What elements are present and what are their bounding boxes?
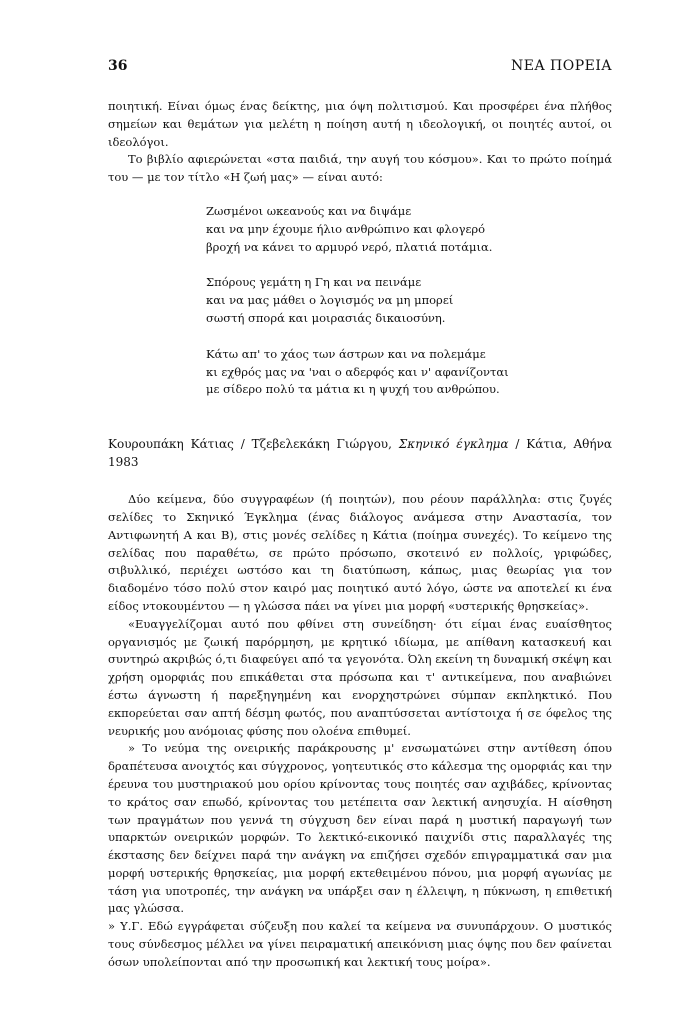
verse-line: με σίδερο πολύ τα μάτια κι η ψυχή του ανθρώπου.: [206, 382, 500, 397]
review-paragraph-1: Δύο κείμενα, δύο συγγραφέων (ή ποιητών), που ρέουν παράλληλα: στις ζυγές σελίδες το Σκηνικό Έγκλημα (ένας διάλογος ανάμεσα στην Αναστασία, τον Αντιφωνητή Α και Β), στις μονές σελίδες η Κάτια (ποίημα συνεχές). Το κείμενο της σελίδας που παραθέτω, σε πρώτο πρόσωπο, σκοτεινό εν πολλοίς, γριφώδες, σιβυλλικό, περιέχει ωστόσο και τη διατύπωση, κάπως, μιας θεωρίας για τον διαδομένο τόσο πολύ στον καιρό μας ποιητικό αυτό λόγο, ώστε να αποτελεί κι ένα είδος ντοκουμέντου — η γλώσσα πάει να γίνει μια μορφή «υστερικής θρησκείας».: [108, 492, 612, 613]
review-quote-paragraph-2: » Το νεύμα της ονειρικής παράκρουσης μ' ενσωματώνει στην αντίθεση όπου δραπέτευσα ανοιχτός και σύγχρονος, γοητευτικός στο κάλεσμα της ομορφιάς και την έρευνα του μυστηριακού μου ορίου κρίνοντας τους ποιητές σαν αχιβάδες, κρίνοντας το κράτος σαν επωδό, κρίνοντας του μετέπειτα σαν λεκτική ανησυχία. Η αίσθηση των πραγμάτων που γεννά τη σύγχυση δεν είναι παρά η μυστική παραγωγή των υπαρκτών ονειρικών μορφών. Το λεκτικό-εικονικό παιχνίδι στις παραλλαγές της έκστασης δεν δείχνει παρά την ανάγκη να επιζήσει σχεδόν επιγραμματικά σαν μια μορφή υστερικής θρησκείας, μια μορφή εκτεθειμένου πόνου, μια μορφή αγωνίας με τάση για υποτροπές, την ανάγκη να υπάρξει σαν η έλλειψη, η πύκνωση, η επιθετική μας γλώσσα.: [108, 741, 612, 916]
verse-line: Ζωσμένοι ωκεανούς και να διψάμε: [206, 203, 412, 218]
poem-stanza-3: [206, 346, 612, 399]
page-content: [108, 98, 612, 972]
verse-line: και να μας μάθει ο λογισμός να μη μπορεί: [206, 293, 454, 308]
poem-stanza-2: [206, 274, 612, 327]
book-publication: / Κάτια, Αθήνα 1983: [108, 437, 612, 470]
page-number: 36: [108, 58, 128, 74]
intro-paragraph-1: ποιητική. Είναι όμως ένας δείκτης, μια όψη πολιτισμού. Και προσφέρει ένα πλήθος σημείων και θεμάτων για μελέτη η ποίηση αυτή η ιδεολογική, οι ποιητές αυτοί, οι ιδεολόγοι.: [108, 99, 612, 149]
book-reference: [108, 435, 612, 471]
book-authors: Κουρουπάκη Κάτιας / Τζεβελεκάκη Γιώργου,: [108, 437, 392, 452]
verse-line: σωστή σπορά και μοιρασιάς δικαιοσύνη.: [206, 310, 446, 325]
review-quote-paragraph-1: «Ευαγγελίζομαι αυτό που φθίνει στη συνείδηση· ότι είμαι ένας ευαίσθητος οργανισμός με ζωική παρόρμηση, με κρητικό ιδίωμα, με απίθανη κατασκευή και συντηρώ ακριβώς ό,τι διαφεύγει από τα γεγονότα. Όλη εκείνη τη δυναμική σκέψη και χρήση ομορφιάς που επικάθεται στα πρόσωπα και τ' αντικείμενα, που αναβιώνει έστω άγνωστη ή παρεξηγημένη και ενορχηστρώνει σύμπαν εκπληκτικό. Που εκπορεύεται σαν απτή δέσμη φωτός, που αναπτύσσεται αντίστοιχα ή σε όφελος της νευρικής μου ανόμοιας φύσης που ολοένα επιθυμεί.: [108, 616, 612, 738]
verse-line: Σπόρους γεμάτη η Γη και να πεινάμε: [206, 275, 422, 290]
verse-line: κι εχθρός μας να 'ναι ο αδερφός και ν' αφανίζονται: [206, 364, 509, 379]
verse-line: βροχή να κάνει το αρμυρό νερό, πλατιά ποτάμια.: [206, 239, 493, 254]
verse-line: Κάτω απ' το χάος των άστρων και να πολεμάμε: [206, 346, 486, 361]
poem-stanza-1: [206, 203, 612, 256]
page-header: [108, 58, 612, 78]
running-title: ΝΕΑ ΠΟΡΕΙΑ: [511, 58, 612, 74]
verse-line: και να μην έχουμε ήλιο ανθρώπινο και φλογερό: [206, 221, 486, 236]
intro-paragraph-2: Το βιβλίο αφιερώνεται «στα παιδιά, την αυγή του κόσμου». Και το πρώτο ποίημά του — με τον τίτλο «Η ζωή μας» — είναι αυτό:: [108, 152, 612, 185]
book-title: Σκηνικό έγκλημα: [398, 437, 509, 452]
review-postscript: » Υ.Γ. Εδώ εγγράφεται σύζευξη που καλεί τα κείμενα να συνυπάρχουν. Ο μυστικός τους σύνδεσμος μέλλει να γίνει πειραματική απεικόνιση μιας όψης που δεν φαίνεται όσων υπολείπονται από την προσωπική και λεκτική τους μοίρα».: [108, 919, 612, 969]
poem: [206, 203, 612, 399]
